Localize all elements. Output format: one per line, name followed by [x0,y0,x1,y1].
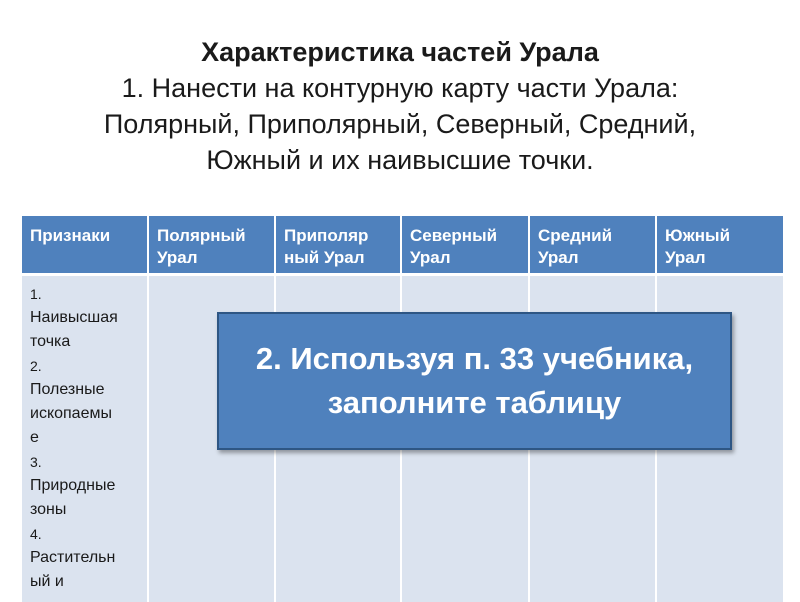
criterion-1-line1: Наивысшая [30,306,141,330]
callout-line-1: 2. Используя п. 33 учебника, [256,337,693,381]
callout-line-2: заполните таблицу [328,381,622,425]
header-line1: Северный [410,226,497,245]
header-line2: ный Урал [284,248,365,267]
header-middle-ural [529,216,656,275]
criterion-2-number: 2. [30,354,141,378]
criterion-1-number: 1. [30,282,141,306]
header-line2: Урал [665,248,706,267]
header-line2: Урал [538,248,579,267]
header-line1: Южный [665,226,730,245]
header-southern-ural [656,216,783,275]
task-line-2: Полярный, Приполярный, Северный, Средний, [0,106,800,142]
criterion-3-line1: Природные [30,474,141,498]
header-polar-ural [148,216,275,275]
task-line-1: 1. Нанести на контурную карту части Урала: [0,70,800,106]
criteria-cell [22,275,148,602]
header-criteria [22,216,148,275]
criterion-2-line1: Полезные [30,378,141,402]
header-line1: Средний [538,226,612,245]
criterion-3-line2: зоны [30,498,141,522]
header-line2: Урал [410,248,451,267]
header-line1: Полярный [157,226,246,245]
criterion-4-line1: Растительн [30,546,141,570]
criterion-4-number: 4. [30,522,141,546]
slide-title: Характеристика частей Урала [0,34,800,70]
slide-header [0,34,800,178]
task-line-3: Южный и их наивысшие точки. [0,142,800,178]
header-line1: Приполяр [284,226,368,245]
criterion-2-line2: ископаемы [30,402,141,426]
criterion-3-number: 3. [30,450,141,474]
criterion-2-line3: е [30,426,141,450]
header-northern-ural [401,216,529,275]
criterion-1-line2: точка [30,330,141,354]
criterion-4-line2: ый и [30,570,141,594]
table-header-row [22,216,783,275]
header-subpolar-ural [275,216,401,275]
header-criteria-line1: Признаки [30,226,110,245]
header-line2: Урал [157,248,198,267]
instruction-callout [217,312,732,450]
